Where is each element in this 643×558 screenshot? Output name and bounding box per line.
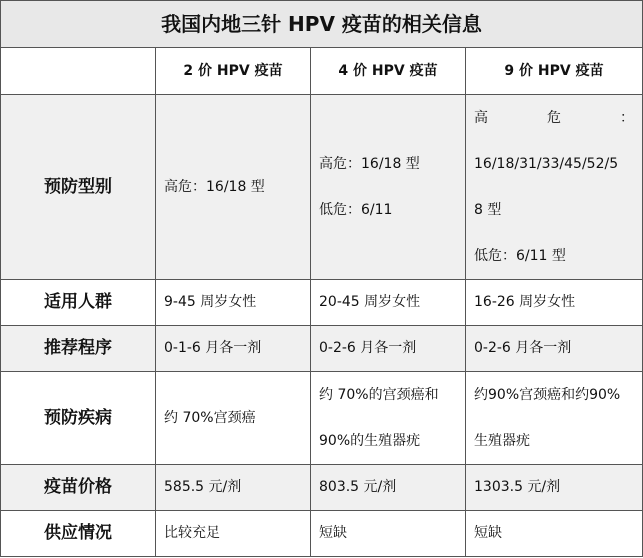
cell-9-valent-population: 16-26 周岁女性	[466, 280, 643, 326]
row-label-prevent-type: 预防型别	[1, 95, 156, 280]
header-2-valent: 2 价 HPV 疫苗	[156, 48, 311, 95]
table-row	[1, 326, 643, 372]
cell-9-valent-schedule: 0-2-6 月各一剂	[466, 326, 643, 372]
cell-2-valent-supply: 比较充足	[156, 511, 311, 557]
cell-line: 8 型	[474, 202, 502, 218]
row-label-disease: 预防疾病	[1, 372, 156, 465]
char: 危	[547, 110, 561, 126]
cell-9-valent-disease	[466, 372, 643, 465]
char: ：	[620, 110, 634, 126]
table-row	[1, 511, 643, 557]
cell-9-valent-supply: 短缺	[466, 511, 643, 557]
cell-9-valent-type	[466, 95, 643, 280]
cell-line: 低危：6/11	[319, 202, 393, 218]
row-label-price: 疫苗价格	[1, 465, 156, 511]
cell-4-valent-supply: 短缺	[311, 511, 466, 557]
table-row	[1, 465, 643, 511]
table-row	[1, 95, 643, 280]
cell-line: 16/18/31/33/45/52/5	[474, 156, 619, 172]
cell-2-valent-schedule: 0-1-6 月各一剂	[156, 326, 311, 372]
cell-2-valent-disease: 约 70%宫颈癌	[156, 372, 311, 465]
table-row	[1, 280, 643, 326]
cell-line: 低危：6/11 型	[474, 248, 566, 264]
cell-4-valent-schedule: 0-2-6 月各一剂	[311, 326, 466, 372]
table-title: 我国内地三针 HPV 疫苗的相关信息	[1, 1, 643, 48]
table-row	[1, 372, 643, 465]
cell-4-valent-type	[311, 95, 466, 280]
cell-line: 约 70%的宫颈癌和	[319, 387, 439, 403]
header-9-valent: 9 价 HPV 疫苗	[466, 48, 643, 95]
cell-line-spread	[474, 95, 634, 141]
row-label-population: 适用人群	[1, 280, 156, 326]
cell-line: 90%的生殖器疣	[319, 433, 421, 449]
cell-9-valent-price: 1303.5 元/剂	[466, 465, 643, 511]
cell-2-valent-type: 高危：16/18 型	[156, 95, 311, 280]
cell-line: 高危：16/18 型	[319, 156, 420, 172]
row-label-schedule: 推荐程序	[1, 326, 156, 372]
cell-4-valent-population: 20-45 周岁女性	[311, 280, 466, 326]
cell-4-valent-disease	[311, 372, 466, 465]
header-4-valent: 4 价 HPV 疫苗	[311, 48, 466, 95]
cell-2-valent-price: 585.5 元/剂	[156, 465, 311, 511]
char: 高	[474, 110, 488, 126]
row-label-supply: 供应情况	[1, 511, 156, 557]
cell-line: 生殖器疣	[474, 433, 530, 449]
cell-2-valent-population: 9-45 周岁女性	[156, 280, 311, 326]
cell-line: 约90%宫颈癌和约90%	[474, 387, 621, 403]
header-empty-cell	[1, 48, 156, 95]
cell-4-valent-price: 803.5 元/剂	[311, 465, 466, 511]
